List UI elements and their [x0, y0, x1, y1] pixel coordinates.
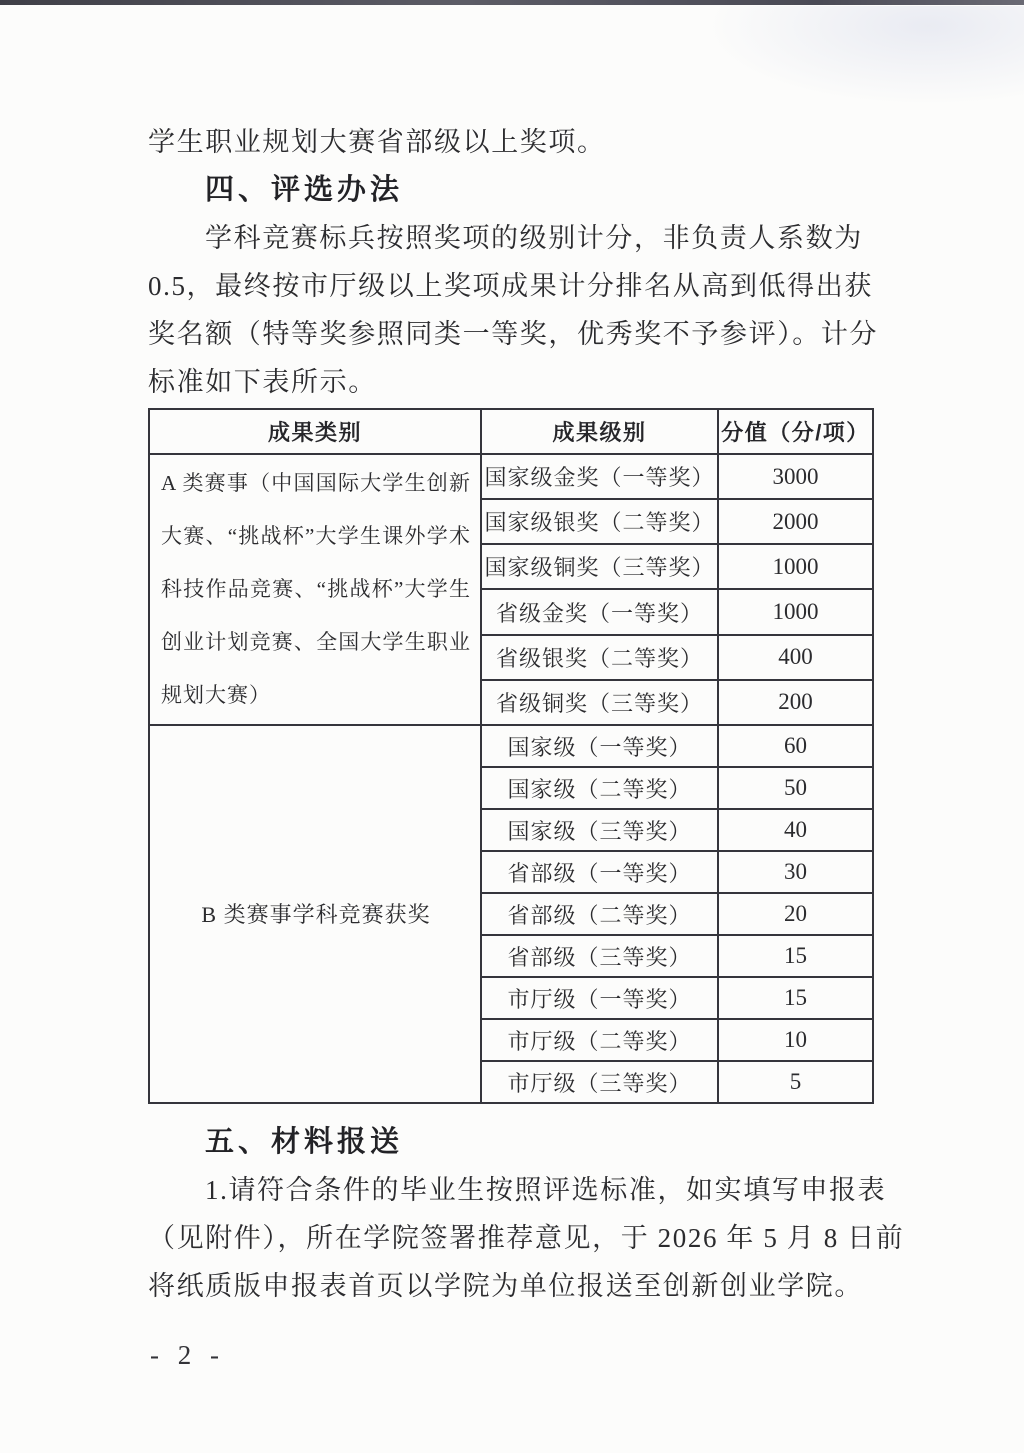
- section-4-line: 标准如下表所示。: [148, 367, 377, 397]
- score-cell: 400: [718, 635, 873, 680]
- section-5-line: 将纸质版申报表首页以学院为单位报送至创新创业学院。: [148, 1271, 863, 1301]
- score-cell: 15: [718, 935, 873, 977]
- section-5-line: 1.请符合条件的毕业生按照评选标准，如实填写申报表: [205, 1175, 887, 1205]
- section-4-line: 学科竞赛标兵按照奖项的级别计分，非负责人系数为: [205, 223, 863, 253]
- section-4-line: 奖名额（特等奖参照同类一等奖，优秀奖不予参评）。计分: [148, 319, 879, 349]
- level-cell: 国家级金奖（一等奖）: [481, 454, 718, 499]
- level-cell: 市厅级（一等奖）: [481, 977, 718, 1019]
- score-cell: 10: [718, 1019, 873, 1061]
- score-cell: 1000: [718, 544, 873, 589]
- level-cell: 省级铜奖（三等奖）: [481, 680, 718, 725]
- document-page: [148, 118, 905, 1310]
- score-cell: 200: [718, 680, 873, 725]
- level-cell: 省部级（一等奖）: [481, 851, 718, 893]
- score-cell: 60: [718, 725, 873, 767]
- section-5-line: （见附件），所在学院签署推荐意见，于 2026 年 5 月 8 日前: [148, 1223, 905, 1253]
- score-cell: 2000: [718, 499, 873, 544]
- header-result-category: 成果类别: [149, 409, 481, 454]
- level-cell: 国家级（二等奖）: [481, 767, 718, 809]
- score-cell: 3000: [718, 454, 873, 499]
- page-number: - 2 -: [150, 1340, 225, 1370]
- level-cell: 省级银奖（二等奖）: [481, 635, 718, 680]
- scan-smudge: [704, 6, 1024, 106]
- section-5-heading: 五、材料报送: [205, 1126, 404, 1158]
- section-4-line: 0.5，最终按市厅级以上奖项成果计分排名从高到低得出获: [148, 271, 873, 301]
- level-cell: 市厅级（三等奖）: [481, 1061, 718, 1103]
- score-cell: 20: [718, 893, 873, 935]
- level-cell: 国家级银奖（二等奖）: [481, 499, 718, 544]
- score-cell: 5: [718, 1061, 873, 1103]
- category-a-cell: A 类赛事（中国国际大学生创新大赛、“挑战杯”大学生课外学术科技作品竞赛、“挑战杯”大学生创业计划竞赛、全国大学生职业规划大赛）: [149, 454, 481, 725]
- score-cell: 40: [718, 809, 873, 851]
- level-cell: 市厅级（二等奖）: [481, 1019, 718, 1061]
- table-header-row: [149, 409, 873, 454]
- score-cell: 30: [718, 851, 873, 893]
- header-score-value: 分值（分/项）: [718, 409, 873, 454]
- category-b-cell: B 类赛事学科竞赛获奖: [149, 725, 481, 1103]
- score-cell: 15: [718, 977, 873, 1019]
- level-cell: 国家级铜奖（三等奖）: [481, 544, 718, 589]
- scoring-table: [148, 408, 874, 1104]
- header-result-level: 成果级别: [481, 409, 718, 454]
- section-4-heading: 四、评选办法: [205, 174, 404, 206]
- intro-line: 学生职业规划大赛省部级以上奖项。: [148, 127, 606, 157]
- level-cell: 省部级（二等奖）: [481, 893, 718, 935]
- scan-top-edge: [0, 0, 1024, 5]
- level-cell: 国家级（一等奖）: [481, 725, 718, 767]
- level-cell: 国家级（三等奖）: [481, 809, 718, 851]
- level-cell: 省级金奖（一等奖）: [481, 589, 718, 634]
- score-cell: 50: [718, 767, 873, 809]
- score-cell: 1000: [718, 589, 873, 634]
- level-cell: 省部级（三等奖）: [481, 935, 718, 977]
- table-row: [149, 454, 873, 499]
- table-row: [149, 725, 873, 767]
